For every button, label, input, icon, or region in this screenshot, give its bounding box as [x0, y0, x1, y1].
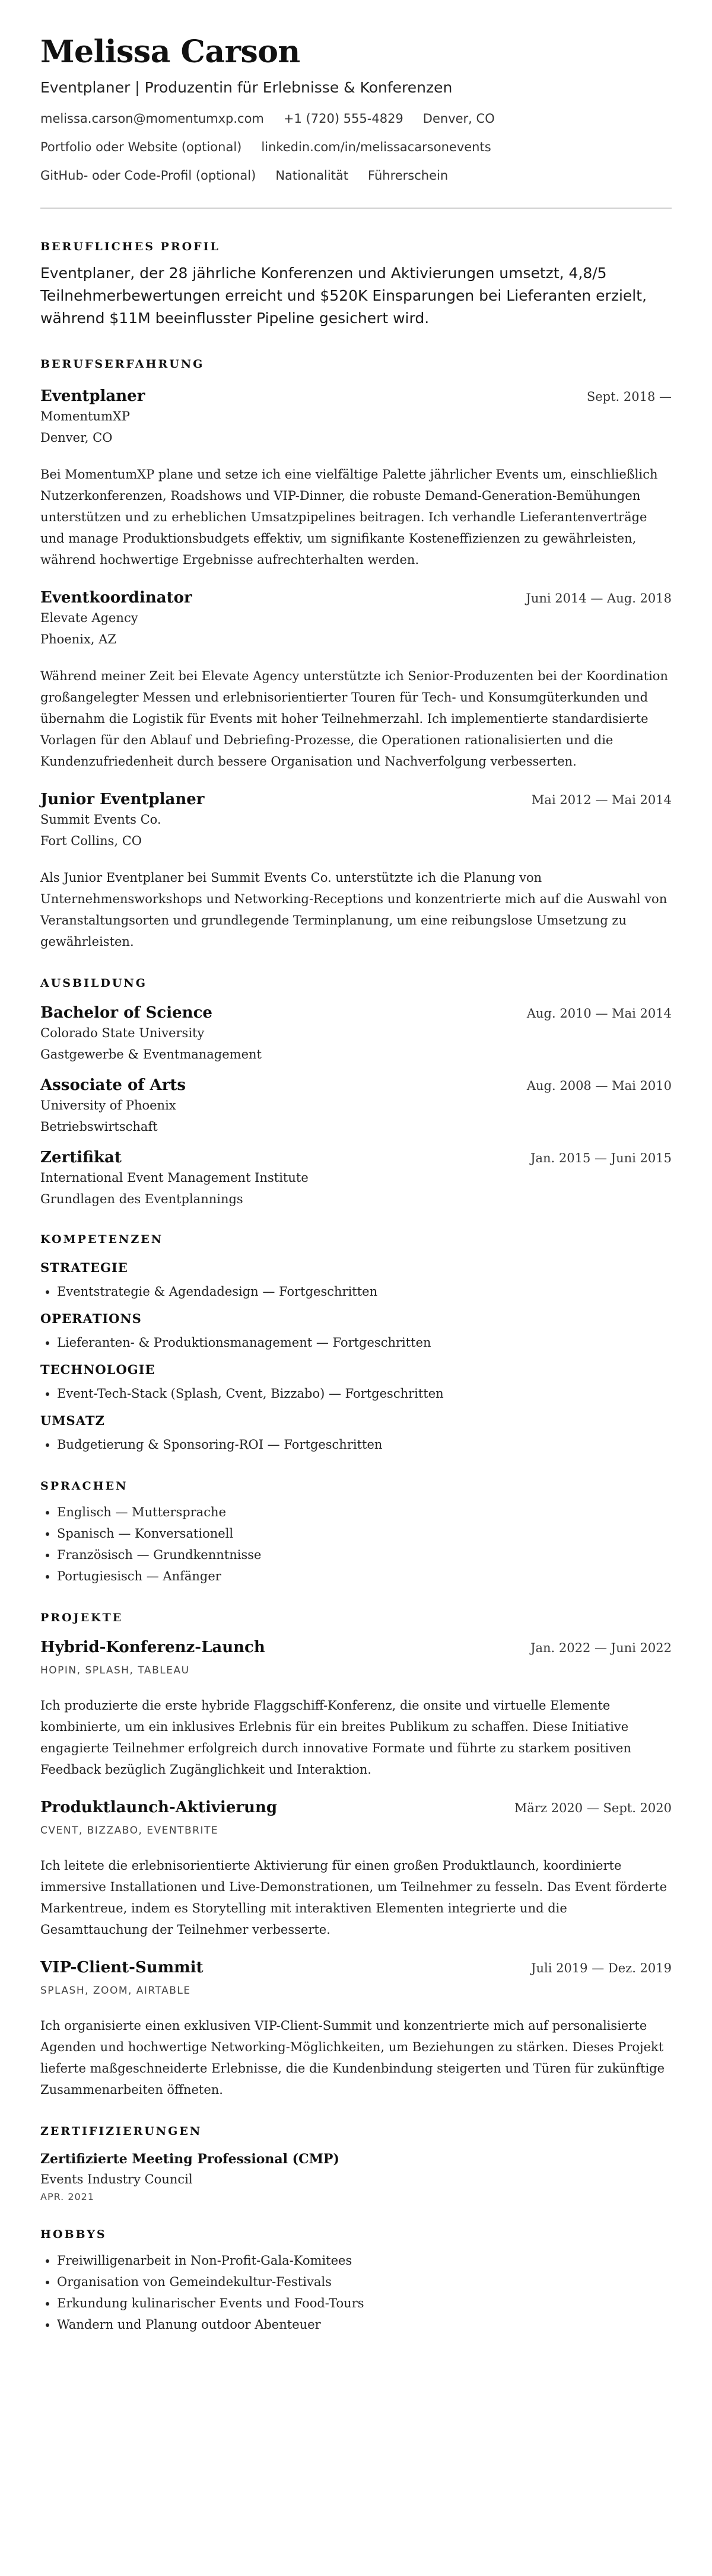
- project-dates: Juli 2019 — Dez. 2019: [531, 1961, 672, 1975]
- experience-section: [40, 357, 672, 952]
- languages-heading: SPRACHEN: [40, 1480, 128, 1493]
- job-location: Phoenix, AZ: [40, 632, 116, 646]
- hobbies-section: [40, 2227, 672, 2335]
- language-item: • Portugiesisch — Anfänger: [57, 1566, 672, 1587]
- degree-dates: Aug. 2010 — Mai 2014: [526, 1006, 672, 1021]
- experience-item: [40, 387, 672, 570]
- skill-group: [40, 1362, 672, 1404]
- skill-group: [40, 1311, 672, 1353]
- skill-group: [40, 1413, 672, 1455]
- project-name: VIP-Client-Summit: [40, 1959, 204, 1976]
- certification-date: APR. 2021: [40, 2191, 95, 2202]
- degree-dates: Jan. 2015 — Juni 2015: [530, 1151, 672, 1165]
- hobbies-heading: HOBBYS: [40, 2228, 107, 2241]
- profile-section: [40, 240, 672, 330]
- hobby-item: • Erkundung kulinarischer Events und Food-Tours: [57, 2293, 672, 2314]
- job-title: Junior Eventplaner: [40, 790, 205, 808]
- education-item: [40, 1076, 672, 1135]
- contact-email[interactable]: melissa.carson@momentumxp.com: [40, 111, 264, 126]
- skill-item: • Eventstrategie & Agendadesign — Fortgeschritten: [57, 1281, 672, 1302]
- project-item: [40, 1798, 672, 1940]
- contact-portfolio[interactable]: Portfolio oder Website (optional): [40, 140, 242, 154]
- contact-github[interactable]: GitHub- oder Code-Profil (optional): [40, 168, 256, 183]
- education-heading: AUSBILDUNG: [40, 977, 147, 990]
- job-title: Eventkoordinator: [40, 589, 192, 607]
- certification-item: [40, 2150, 672, 2204]
- job-company: Summit Events Co.: [40, 812, 161, 827]
- skill-item: • Lieferanten- & Produktionsmanagement — Fortgeschritten: [57, 1332, 672, 1353]
- skills-heading: KOMPETENZEN: [40, 1233, 164, 1246]
- school-name: Colorado State University: [40, 1026, 205, 1040]
- job-description: Als Junior Eventplaner bei Summit Events Co. unterstützte ich die Planung von Unternehmensworkshops und Networking-Receptions und konzentrierte mich auf die Auswahl von Veranstaltungsorten und grundlegende Terminplanung, um eine reibungslose Umsetzung zu gewährleisten.: [40, 871, 668, 949]
- skill-item: • Budgetierung & Sponsoring-ROI — Fortgeschritten: [57, 1434, 672, 1455]
- job-description: Bei MomentumXP plane und setze ich eine vielfältige Palette jährlicher Events um, einschließlich Nutzerkonferenzen, Roadshows und VIP-Dinner, die robuste Demand-Generation-Bemühungen unterstützen und zu erheblichen Umsatzpipelines beitragen. Ich verhandle Lieferantenverträge und manage Produktionsbudgets effektiv, um signifikante Kosteneffizienzen zu gewährleisten, während hochwertige Ergebnisse aufrechterhalten werden.: [40, 467, 658, 567]
- hobby-item: • Freiwilligenarbeit in Non-Profit-Gala-Komitees: [57, 2250, 672, 2271]
- education-item: [40, 1003, 672, 1063]
- school-name: University of Phoenix: [40, 1098, 176, 1112]
- project-dates: März 2020 — Sept. 2020: [514, 1801, 672, 1815]
- degree-title: Bachelor of Science: [40, 1004, 212, 1022]
- candidate-headline: Eventplaner | Produzentin für Erlebnisse & Konferenzen: [40, 79, 453, 96]
- certification-name: Zertifizierte Meeting Professional (CMP): [40, 2151, 339, 2167]
- school-name: International Event Management Institute: [40, 1171, 309, 1185]
- contact-nationality: Nationalität: [275, 168, 349, 183]
- skill-item: • Event-Tech-Stack (Splash, Cvent, Bizzabo) — Fortgeschritten: [57, 1383, 672, 1404]
- language-item: • Englisch — Muttersprache: [57, 1501, 672, 1523]
- experience-item: [40, 790, 672, 952]
- language-item: • Spanisch — Konversationell: [57, 1523, 672, 1544]
- degree-title: Associate of Arts: [40, 1076, 186, 1094]
- job-company: Elevate Agency: [40, 611, 138, 625]
- project-tech: SPLASH, ZOOM, AIRTABLE: [40, 1985, 191, 1997]
- language-item: • Französisch — Grundkenntnisse: [57, 1544, 672, 1566]
- job-dates: Sept. 2018 —: [586, 390, 672, 404]
- projects-section: [40, 1611, 672, 2100]
- certifications-section: [40, 2124, 672, 2204]
- project-description: Ich organisierte einen exklusiven VIP-Client-Summit und konzentrierte mich auf personalisierte Agenden und hochwertige Networking-Möglichkeiten, um Beziehungen zu stärken. Dieses Projekt lieferte maßgeschneiderte Erlebnisse, die die Kundenbindung steigerten und Türen für zukünftige Zusammenarbeiten öffneten.: [40, 2019, 665, 2097]
- job-description: Während meiner Zeit bei Elevate Agency unterstützte ich Senior-Produzenten bei der Koordination großangelegter Messen und erlebnisorientierter Touren für Tech- und Konsumgüterkunden und übernahm die Logistik für Events mit hoher Teilnehmerzahl. Ich implementierte standardisierte Vorlagen für den Ablauf und Debriefing-Prozesse, die Operationen rationalisierten und die Kundenzufriedenheit durch bessere Organisation und Nachverfolgung verbesserten.: [40, 669, 668, 769]
- project-description: Ich produzierte die erste hybride Flaggschiff-Konferenz, die onsite und virtuelle Elemente kombinierte, um ein inklusives Erlebnis für ein breites Publikum zu schaffen. Diese Initiative engagierte Teilnehmer erfolgreich durch innovative Formate und führte zu starkem positiven Feedback bezüglich Zugänglichkeit und Interaktion.: [40, 1698, 631, 1777]
- contact-row-links: [40, 139, 672, 155]
- skill-category: OPERATIONS: [40, 1311, 142, 1326]
- profile-heading: BERUFLICHES PROFIL: [40, 240, 220, 253]
- project-dates: Jan. 2022 — Juni 2022: [530, 1641, 672, 1655]
- certifications-heading: ZERTIFIZIERUNGEN: [40, 2125, 202, 2138]
- job-location: Denver, CO: [40, 431, 113, 445]
- degree-field: Grundlagen des Eventplannings: [40, 1192, 243, 1206]
- job-dates: Juni 2014 — Aug. 2018: [526, 591, 672, 605]
- job-title: Eventplaner: [40, 387, 145, 405]
- project-tech: HOPIN, SPLASH, TABLEAU: [40, 1665, 190, 1676]
- skill-category: TECHNOLOGIE: [40, 1362, 155, 1377]
- skill-category: UMSATZ: [40, 1413, 105, 1428]
- header-divider: [40, 208, 672, 209]
- contact-row-primary: [40, 110, 672, 127]
- experience-item: [40, 588, 672, 772]
- job-dates: Mai 2012 — Mai 2014: [531, 793, 672, 807]
- education-item: [40, 1148, 672, 1207]
- contact-linkedin[interactable]: linkedin.com/in/melissacarsonevents: [261, 140, 491, 154]
- hobby-item: • Organisation von Gemeindekultur-Festivals: [57, 2271, 672, 2293]
- project-description: Ich leitete die erlebnisorientierte Aktivierung für einen großen Produktlaunch, koordinierte immersive Installationen und Live-Demonstrationen, um Teilnehmer zu fesseln. Das Event förderte Markentreue, indem es Storytelling mit interaktiven Elementen integrierte und die Gesamttauchung der Teilnehmer verbesserte.: [40, 1858, 668, 1937]
- job-location: Fort Collins, CO: [40, 834, 142, 848]
- experience-heading: BERUFSERFAHRUNG: [40, 358, 205, 371]
- job-company: MomentumXP: [40, 409, 130, 423]
- degree-field: Betriebswirtschaft: [40, 1120, 158, 1134]
- contact-location: Denver, CO: [422, 111, 495, 126]
- project-item: [40, 1638, 672, 1780]
- degree-title: Zertifikat: [40, 1149, 122, 1166]
- languages-section: [40, 1479, 672, 1587]
- certification-org: Events Industry Council: [40, 2172, 193, 2186]
- candidate-name: Melissa Carson: [40, 34, 300, 70]
- education-section: [40, 976, 672, 1207]
- degree-dates: Aug. 2008 — Mai 2010: [526, 1079, 672, 1093]
- contact-phone[interactable]: +1 (720) 555-4829: [283, 111, 403, 126]
- skill-category: STRATEGIE: [40, 1260, 128, 1275]
- contact-row-extra: [40, 167, 672, 184]
- profile-summary: Eventplaner, der 28 jährliche Konferenzen und Aktivierungen umsetzt, 4,8/5 Teilnehmerbewertungen erreicht und $520K Einsparungen bei Lieferanten erzielt, während $11M beeinflusster Pipeline gesichert wird.: [40, 264, 647, 327]
- project-tech: CVENT, BIZZABO, EVENTBRITE: [40, 1825, 219, 1837]
- project-name: Hybrid-Konferenz-Launch: [40, 1638, 265, 1656]
- projects-heading: PROJEKTE: [40, 1611, 123, 1624]
- skill-group: [40, 1260, 672, 1302]
- skills-section: [40, 1232, 672, 1455]
- project-name: Produktlaunch-Aktivierung: [40, 1799, 278, 1816]
- project-item: [40, 1958, 672, 2100]
- degree-field: Gastgewerbe & Eventmanagement: [40, 1047, 262, 1061]
- hobby-item: • Wandern und Planung outdoor Abenteuer: [57, 2314, 672, 2335]
- contact-license: Führerschein: [368, 168, 449, 183]
